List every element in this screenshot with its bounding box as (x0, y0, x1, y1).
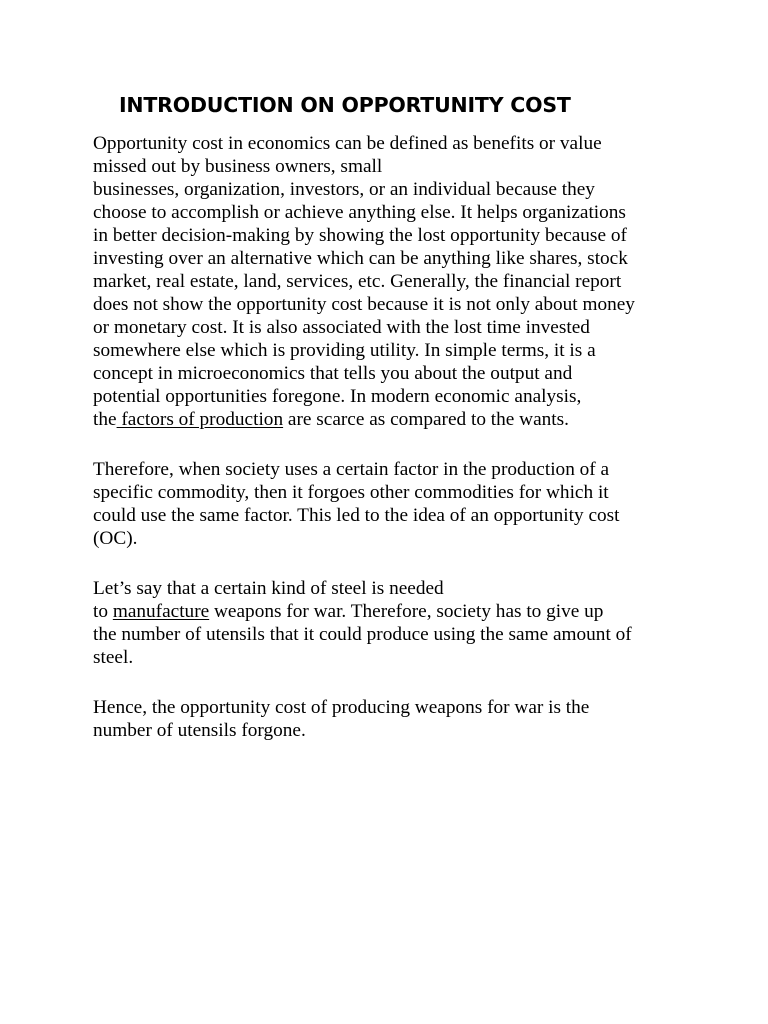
paragraph-1-line-11: concept in microeconomics that tells you about the output and (93, 363, 573, 384)
factors-of-production-link[interactable]: factors of production (116, 409, 284, 430)
paragraph-1-line-2: missed out by business owners, small (93, 156, 383, 177)
text-segment: to (93, 601, 113, 622)
paragraph-3 (93, 577, 683, 669)
paragraph-1-line-7: market, real estate, land, services, etc. Generally, the financial report (93, 271, 622, 292)
paragraph-1-line-8: does not show the opportunity cost because it is not only about money (93, 294, 635, 315)
paragraph-1-line-4: choose to accomplish or achieve anything else. It helps organizations (93, 202, 626, 223)
paragraph-3-line-3: the number of utensils that it could produce using the same amount of (93, 624, 632, 645)
paragraph-2 (93, 458, 683, 550)
text-segment: the (93, 409, 117, 430)
document-body (93, 132, 683, 769)
paragraph-4 (93, 696, 683, 742)
paragraph-2-line-3: could use the same factor. This led to the idea of an opportunity cost (93, 505, 620, 526)
paragraph-1-line-10: somewhere else which is providing utility. In simple terms, it is a (93, 340, 596, 361)
manufacture-link[interactable]: manufacture (112, 601, 210, 622)
paragraph-1-line-6: investing over an alternative which can be anything like shares, stock (93, 248, 628, 269)
paragraph-3-line-2 (93, 600, 683, 623)
paragraph-2-line-4: (OC). (93, 528, 138, 549)
paragraph-1-line-9: or monetary cost. It is also associated with the lost time invested (93, 317, 590, 338)
paragraph-1-line-3: businesses, organization, investors, or an individual because they (93, 179, 595, 200)
document-title: INTRODUCTION ON OPPORTUNITY COST (119, 93, 571, 117)
paragraph-2-line-1: Therefore, when society uses a certain factor in the production of a (93, 459, 610, 480)
paragraph-4-line-1: Hence, the opportunity cost of producing weapons for war is the (93, 697, 590, 718)
paragraph-1-line-12: potential opportunities foregone. In modern economic analysis, (93, 386, 582, 407)
text-segment: are scarce as compared to the wants. (283, 409, 569, 430)
paragraph-1 (93, 132, 683, 431)
paragraph-1-line-5: in better decision-making by showing the lost opportunity because of (93, 225, 627, 246)
paragraph-1-line-1: Opportunity cost in economics can be defined as benefits or value (93, 133, 602, 154)
text-segment: weapons for war. Therefore, society has to give up (209, 601, 604, 622)
paragraph-3-line-1: Let’s say that a certain kind of steel is needed (93, 578, 444, 599)
paragraph-3-line-4: steel. (93, 647, 134, 668)
paragraph-1-line-13 (93, 408, 683, 431)
paragraph-4-line-2: number of utensils forgone. (93, 720, 306, 741)
paragraph-2-line-2: specific commodity, then it forgoes other commodities for which it (93, 482, 609, 503)
